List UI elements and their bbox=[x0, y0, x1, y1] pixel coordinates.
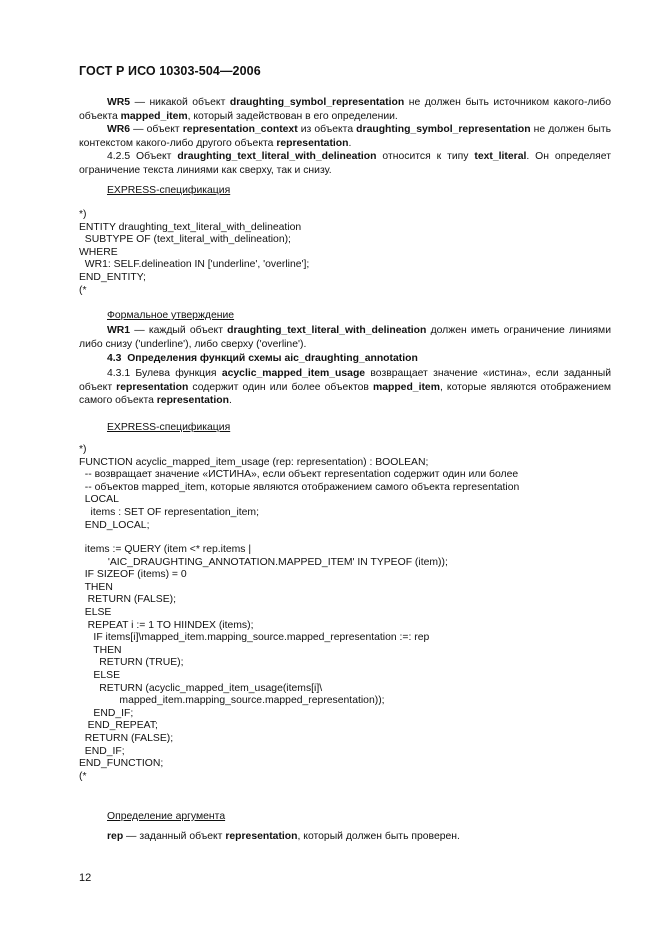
code-line: RETURN (FALSE); bbox=[79, 594, 176, 606]
code-line: END_IF; bbox=[79, 745, 125, 757]
code-block-entity bbox=[79, 209, 309, 297]
code-line: *) bbox=[79, 209, 87, 220]
argument-definition-label: Определение аргумента bbox=[107, 811, 226, 822]
code-line: ELSE bbox=[79, 606, 112, 618]
code-line: -- объектов mapped_item, которые являются отображением самого объекта representation bbox=[79, 481, 520, 493]
document-header: ГОСТ Р ИСО 10303-504—2006 bbox=[79, 64, 261, 78]
code-line: (* bbox=[79, 284, 87, 296]
code-line: (* bbox=[79, 770, 87, 782]
code-line: END_IF; bbox=[79, 707, 134, 719]
code-line: 'AIC_DRAUGHTING_ANNOTATION.MAPPED_ITEM' IN TYPEOF (item)); bbox=[79, 556, 448, 568]
section-heading-4-3: 4.3 Определения функций схемы aic_draughting_annotation bbox=[107, 353, 418, 364]
code-line: WR1: SELF.delineation IN ['underline', 'overline']; bbox=[79, 259, 310, 271]
code-line: RETURN (FALSE); bbox=[79, 732, 174, 744]
express-spec-label-2: EXPRESS-спецификация bbox=[107, 422, 231, 433]
code-line: WHERE bbox=[79, 246, 118, 258]
code-line: END_LOCAL; bbox=[79, 519, 150, 531]
code-line: items : SET OF representation_item; bbox=[79, 506, 259, 518]
paragraph-wr6: WR6 — объект representation_context из объекта draughting_symbol_representation не должен быть контекстом какого-либо другого объекта representation. bbox=[79, 124, 611, 149]
paragraph-wr5: WR5 — никакой объект draughting_symbol_representation не должен быть источником какого-либо объекта mapped_item, который задействован в его определении. bbox=[79, 97, 612, 122]
code-line: -- возвращает значение «ИСТИНА», если объект representation содержит один или более bbox=[79, 469, 519, 481]
code-line: mapped_item.mapping_source.mapped_representation)); bbox=[79, 695, 385, 707]
code-line: IF SIZEOF (items) = 0 bbox=[79, 569, 187, 581]
code-line: END_ENTITY; bbox=[79, 271, 146, 283]
code-line: LOCAL bbox=[79, 494, 119, 506]
paragraph-4-2-5: 4.2.5 Объект draughting_text_literal_with_delineation относится к типу text_literal. Он определяет ограничение текста линиями как сверху, так и снизу. bbox=[79, 151, 611, 176]
express-spec-label-1: EXPRESS-спецификация bbox=[107, 185, 231, 196]
code-line: RETURN (acyclic_mapped_item_usage(items[i]\ bbox=[79, 682, 323, 694]
code-line: THEN bbox=[79, 581, 113, 593]
page-number: 12 bbox=[79, 872, 92, 884]
paragraph-4-3-1: 4.3.1 Булева функция acyclic_mapped_item_usage возвращает значение «истина», если заданный объект representation содержит один или более объектов mapped_item, которые являются отображением самого объекта representation. bbox=[79, 368, 612, 407]
code-line: SUBTYPE OF (text_literal_with_delineation); bbox=[79, 234, 291, 246]
code-line: ELSE bbox=[79, 669, 121, 681]
code-line: END_FUNCTION; bbox=[79, 758, 164, 770]
code-line: ENTITY draughting_text_literal_with_delineation bbox=[79, 221, 302, 233]
code-line: RETURN (TRUE); bbox=[79, 657, 184, 669]
argument-definition: rep — заданный объект representation, который должен быть проверен. bbox=[107, 831, 460, 842]
code-block-function-body bbox=[79, 544, 448, 783]
code-line: THEN bbox=[79, 644, 122, 656]
code-block-function-head bbox=[79, 444, 519, 532]
code-line: items := QUERY (item <* rep.items | bbox=[79, 544, 252, 555]
formal-statement-label: Формальное утверждение bbox=[107, 310, 235, 321]
code-line: REPEAT i := 1 TO HIINDEX (items); bbox=[79, 619, 254, 631]
code-line: FUNCTION acyclic_mapped_item_usage (rep: representation) : BOOLEAN; bbox=[79, 456, 429, 468]
paragraph-wr1: WR1 — каждый объект draughting_text_literal_with_delineation должен иметь ограничение линиями либо снизу ('underline'), либо сверху ('overline'). bbox=[79, 325, 611, 350]
code-line: *) bbox=[79, 444, 87, 455]
code-line: IF items[i]\mapped_item.mapping_source.mapped_representation :=: rep bbox=[79, 632, 430, 644]
code-line: END_REPEAT; bbox=[79, 720, 158, 732]
